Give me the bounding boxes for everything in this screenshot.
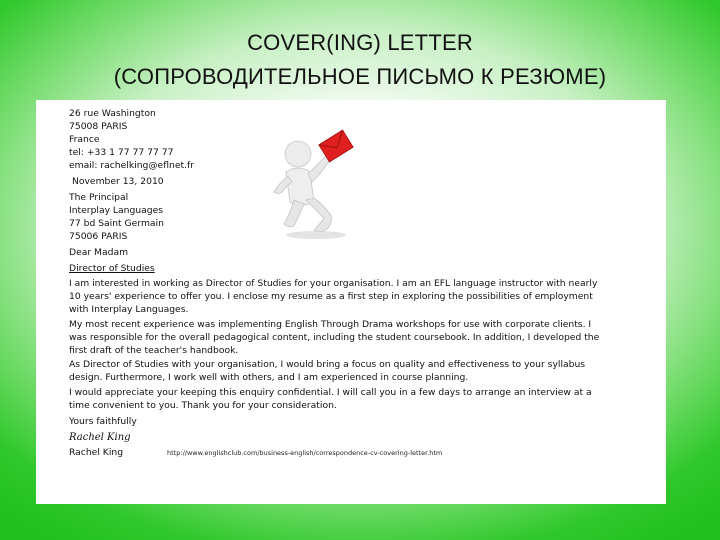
- paragraph-line: with Interplay Languages.: [69, 303, 189, 315]
- envelope-icon: [319, 130, 353, 162]
- slide-title-line2: (СОПРОВОДИТЕЛЬНОЕ ПИСЬМО К РЕЗЮМЕ): [113, 64, 607, 89]
- paragraph-line: 10 years' experience to offer you. I enclose my resume as a first step in exploring the possibilities of employment: [69, 290, 593, 302]
- sender-phone: tel: +33 1 77 77 77 77: [69, 147, 174, 158]
- letter-panel: [36, 100, 666, 504]
- paragraph-line: As Director of Studies with your organisation, I would bring a focus on quality and effectiveness to your syllabus: [69, 359, 586, 371]
- recipient-address-line: The Principal: [69, 192, 129, 203]
- sender-email: email: rachelking@eflnet.fr: [69, 160, 195, 171]
- paragraph-line: I would appreciate your keeping this enquiry confidential. I will call you in a few days to arrange an interview at a: [69, 387, 592, 399]
- paragraph-line: was responsible for the overall pedagogical content, including the student coursebook. In addition, I developed the: [69, 331, 600, 343]
- paragraph: [69, 278, 661, 317]
- paragraph: [69, 319, 661, 358]
- paragraph: [69, 387, 661, 413]
- paragraph: [69, 359, 661, 385]
- recipient-address: [69, 191, 661, 243]
- recipient-address-line: 75006 PARIS: [69, 231, 128, 242]
- slide-title-line1: COVER(ING) LETTER: [247, 30, 473, 55]
- paragraph-line: first draft of the teacher's handbook.: [69, 344, 239, 356]
- sender-address-line: France: [69, 134, 100, 145]
- paragraph-line: design. Furthermore, I work well with others, and I am experienced in course planning.: [69, 372, 469, 384]
- sender-address-line: 26 rue Washington: [69, 108, 156, 119]
- paragraph-line: I am interested in working as Director of Studies for your organisation. I am an EFL language instructor with nearly: [69, 278, 598, 289]
- letter-date: November 13, 2010: [72, 176, 164, 187]
- letter-subject: Director of Studies: [69, 263, 155, 274]
- signature: Rachel King: [69, 432, 131, 444]
- closing: Yours faithfully: [69, 416, 137, 428]
- letter-body: [69, 107, 661, 460]
- salutation: Dear Madam: [69, 247, 129, 258]
- person-with-envelope-icon: [264, 128, 364, 240]
- source-link[interactable]: http://www.englishclub.com/business-english/correspondence-cv-covering-letter.htm: [167, 449, 443, 458]
- recipient-address-line: Interplay Languages: [69, 205, 164, 216]
- paragraph-line: time convenient to you. Thank you for your consideration.: [69, 400, 337, 412]
- paragraph-line: My most recent experience was implementing English Through Drama workshops for use with corporate clients. I: [69, 318, 592, 330]
- recipient-address-line: 77 bd Saint Germain: [69, 218, 164, 229]
- sender-address-line: 75008 PARIS: [69, 121, 128, 132]
- sender-name: Rachel King: [69, 447, 124, 459]
- sender-address: [69, 107, 661, 172]
